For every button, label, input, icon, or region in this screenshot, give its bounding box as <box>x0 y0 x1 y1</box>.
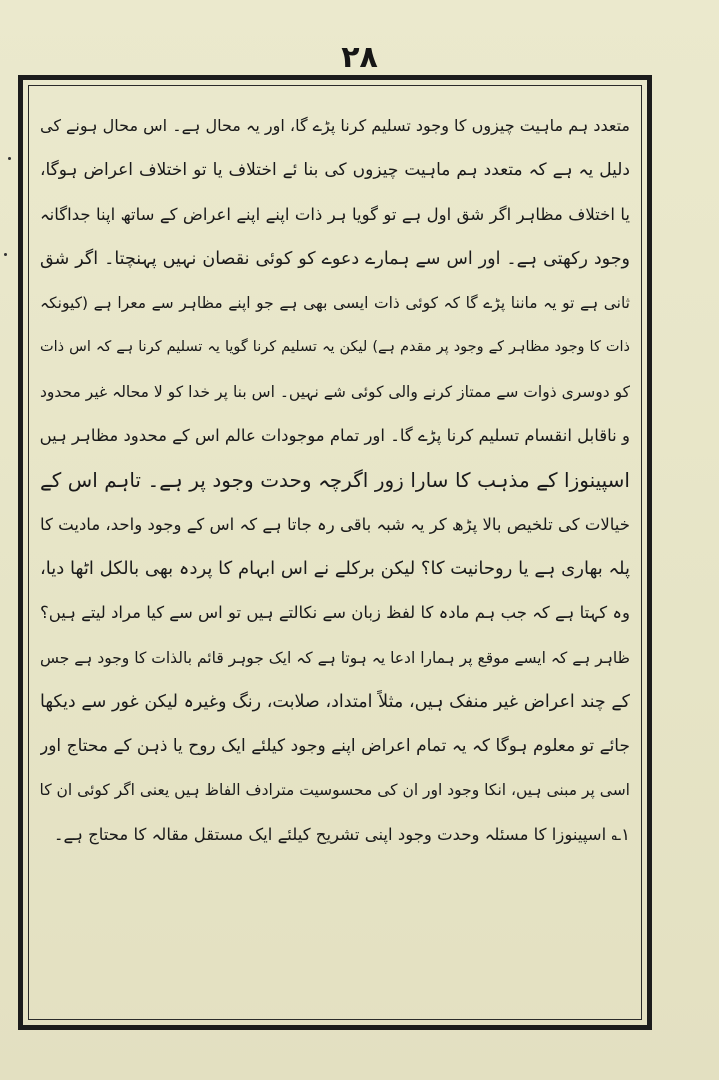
text-line: پلہ بھاری ہے یا روحانیت کا؟ لیکن برکلے نے اس ابہام کا پردہ بھی بالکل اٹھا دیا، <box>40 557 630 579</box>
text-line: ظاہر ہے کہ ایسے موقع پر ہمارا ادعا یہ ہوتا ہے کہ ایک جوہر قائم بالذات کا وجود ہے جس <box>40 648 630 667</box>
urdu-text-body <box>40 104 630 999</box>
text-line: وہ کہتا ہے کہ جب ہم مادہ کا لفظ زبان سے نکالتے ہیں تو اس سے کیا مراد لیتے ہیں؟ <box>40 603 630 623</box>
text-line: کو دوسری ذوات سے ممتاز کرنے والی کوئی شے نہیں۔ اس بنا پر خدا کو لا محالہ غیر محدود <box>40 382 630 401</box>
text-line: و ناقابل انقسام تسلیم کرنا پڑے گا۔ اور تمام موجودات عالم اس کے محدود مظاہر ہیں <box>40 426 630 446</box>
text-line: خیالات کی تلخیص بالا پڑھ کر یہ شبہ باقی رہ جاتا ہے کہ اس کے وجود واحد، مادیت کا <box>40 514 630 534</box>
text-line: اسی پر مبنی ہیں، انکا وجود اور ان کی محسوسیت مترادف الفاظ ہیں یعنی اگر کوئی ان کا <box>40 781 630 800</box>
text-line: وجود رکھتی ہے۔ اور اس سے ہمارے دعوے کو کوئی نقصان نہیں پہنچتا۔ اگر شق <box>40 248 630 269</box>
text-line: جائے تو معلوم ہوگا کہ یہ تمام اعراض اپنے وجود کیلئے ایک روح یا ذہن کے محتاج اور <box>40 736 630 757</box>
text-line: متعدد ہم ماہیت چیزوں کا وجود تسلیم کرنا پڑے گا، اور یہ محال ہے۔ اس محال ہونے کی <box>40 116 630 135</box>
footnote: ۱؎ اسپینوزا کا مسئلہ وحدت وجود اپنی تشریح کیلئے ایک مستقل مقالہ کا محتاج ہے۔ <box>53 824 630 844</box>
text-line: ثانی ہے تو یہ ماننا پڑے گا کہ کوئی ذات ایسی بھی ہے جو اپنے مظاہر سے معرا ہے (کیونکہ <box>40 294 630 313</box>
text-line: یا اختلاف مظاہر اگر شق اول ہے تو گویا ہر ذات اپنے اپنے اعراض کے ساتھ اپنا جداگانہ <box>40 204 630 224</box>
page-number: ۲۸ <box>341 40 378 75</box>
text-line: اسپینوزا کے مذہب کا سارا زور اگرچہ وحدت وجود پر ہے۔ تاہم اس کے <box>40 468 630 493</box>
text-line: دلیل یہ ہے کہ متعدد ہم ماہیت چیزوں کی بنا ئے اختلاف یا تو اختلاف اعراض ہوگا، <box>40 160 630 181</box>
margin-mark <box>8 157 11 160</box>
text-line: ذات کا وجود مظاہر کے وجود پر مقدم ہے) لیکن یہ تسلیم کرنا گویا یہ تسلیم کرنا ہے کہ اس ذات <box>40 339 630 356</box>
margin-mark <box>4 253 7 256</box>
text-line: کے چند اعراض غیر منفک ہیں، مثلاً امتداد، صلابت، رنگ وغیرہ لیکن غور سے دیکھا <box>40 691 630 712</box>
